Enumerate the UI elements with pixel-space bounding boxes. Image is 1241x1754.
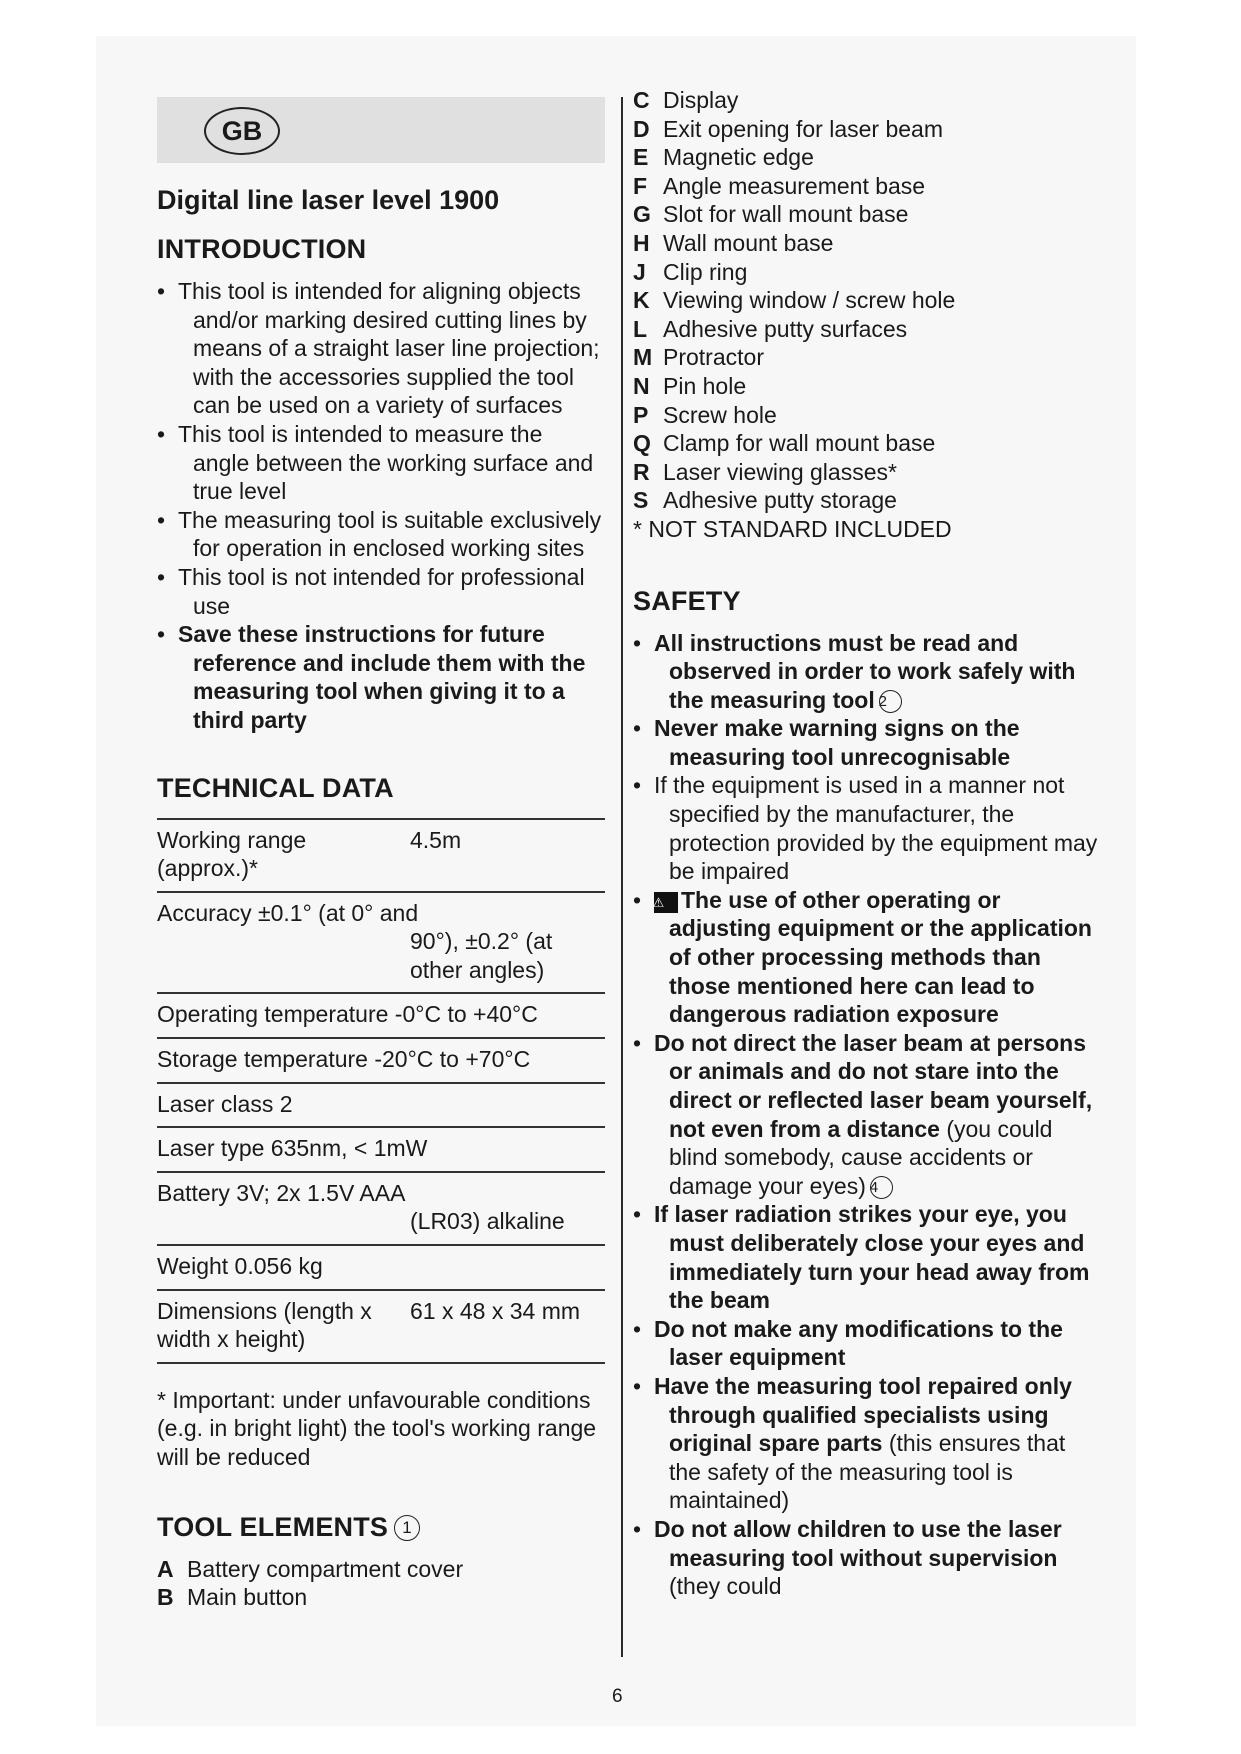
list-item: G Slot for wall mount base bbox=[633, 201, 909, 228]
table-row: Working range (approx.)* 4.5m bbox=[157, 820, 605, 893]
safety-list bbox=[633, 629, 1103, 1601]
list-item: Q Clamp for wall mount base bbox=[633, 430, 936, 457]
table-row: Laser class 2 bbox=[157, 1084, 605, 1129]
list-item: K Viewing window / screw hole bbox=[633, 287, 956, 314]
figure-ref-icon: 1 bbox=[394, 1515, 420, 1541]
list-item: R Laser viewing glasses* bbox=[633, 458, 897, 485]
table-row: Accuracy ±0.1° (at 0° and 90°), ±0.2° (at other angles) bbox=[157, 893, 605, 995]
table-row: Weight 0.056 kg bbox=[157, 1246, 605, 1291]
list-item: • If the equipment is used in a manner not specified by the manufacturer, the protection provided by the equipment may be impaired bbox=[633, 771, 1103, 885]
figure-ref-icon: 2 bbox=[879, 690, 902, 713]
list-item: E Magnetic edge bbox=[633, 144, 814, 171]
list-item: P Screw hole bbox=[633, 401, 777, 428]
list-item: D Exit opening for laser beam bbox=[633, 115, 943, 142]
tool-elements-list bbox=[157, 1555, 605, 1612]
list-item: • Save these instructions for future reference and include them with the measuring tool when giving it to a third party bbox=[157, 620, 605, 734]
list-item: N Pin hole bbox=[633, 372, 747, 399]
left-column bbox=[157, 97, 605, 1612]
tool-elements-heading: TOOL ELEMENTS 1 bbox=[157, 1512, 605, 1543]
list-item: • All instructions must be read and observed in order to work safely with the measuring tool 2 bbox=[633, 629, 1103, 715]
list-item: • Do not direct the laser beam at persons or animals and do not stare into the direct or reflected laser beam yourself, not even from a distance (you could blind somebody, cause accidents or damage your eyes) 4 bbox=[633, 1029, 1103, 1201]
safety-heading: SAFETY bbox=[633, 585, 741, 616]
list-item: L Adhesive putty surfaces bbox=[633, 315, 908, 342]
list-item: F Angle measurement base bbox=[633, 172, 926, 199]
list-item: • Do not make any modifications to the laser equipment bbox=[633, 1315, 1103, 1372]
column-divider bbox=[621, 97, 623, 1657]
introduction-heading: INTRODUCTION bbox=[157, 234, 367, 264]
tool-elements-list-cont bbox=[633, 86, 1103, 544]
list-item: B Main button bbox=[157, 1584, 308, 1611]
not-included-note: * NOT STANDARD INCLUDED bbox=[633, 515, 952, 542]
list-item: • This tool is intended for aligning objects and/or marking desired cutting lines by means of a straight laser line projection; with the accessories supplied the tool can be used on a variety of surfaces bbox=[157, 277, 605, 420]
product-title: Digital line laser level 1900 bbox=[157, 185, 500, 215]
language-badge: GB bbox=[204, 107, 280, 155]
technical-data-heading: TECHNICAL DATA bbox=[157, 772, 394, 803]
technical-footnote: * Important: under unfavourable conditions (e.g. in bright light) the tool's working range will be reduced bbox=[157, 1386, 597, 1470]
list-item: M Protractor bbox=[633, 344, 764, 371]
figure-ref-icon: 4 bbox=[870, 1176, 893, 1199]
list-item: • This tool is intended to measure the angle between the working surface and true level bbox=[157, 420, 605, 506]
table-row: Storage temperature -20°C to +70°C bbox=[157, 1039, 605, 1084]
laser-warning-icon: ⚠ bbox=[654, 892, 678, 913]
list-item: J Clip ring bbox=[633, 258, 748, 285]
list-item: • The measuring tool is suitable exclusively for operation in enclosed working sites bbox=[157, 506, 605, 563]
list-item: S Adhesive putty storage bbox=[633, 487, 897, 514]
list-item: • Never make warning signs on the measuring tool unrecognisable bbox=[633, 714, 1103, 771]
list-item: • ⚠ The use of other operating or adjusting equipment or the application of other processing methods than those mentioned here can lead to dangerous radiation exposure bbox=[633, 886, 1103, 1029]
table-row: Laser type 635nm, < 1mW bbox=[157, 1128, 605, 1173]
list-item: • If laser radiation strikes your eye, you must deliberately close your eyes and immediately turn your head away from the beam bbox=[633, 1200, 1103, 1314]
list-item: A Battery compartment cover bbox=[157, 1555, 464, 1582]
page-number: 6 bbox=[612, 1686, 623, 1707]
list-item: • Do not allow children to use the laser measuring tool without supervision (they could bbox=[633, 1515, 1103, 1601]
language-band bbox=[157, 97, 605, 163]
list-item: H Wall mount base bbox=[633, 229, 834, 256]
introduction-list bbox=[157, 277, 605, 735]
technical-data-table bbox=[157, 818, 605, 1364]
table-row: Dimensions (length x width x height) 61 x 48 x 34 mm bbox=[157, 1291, 605, 1364]
right-column bbox=[633, 86, 1103, 1601]
list-item: C Display bbox=[633, 87, 739, 113]
list-item: • Have the measuring tool repaired only through qualified specialists using original spare parts (this ensures that the safety of the measuring tool is maintained) bbox=[633, 1372, 1103, 1515]
table-row: Battery 3V; 2x 1.5V AAA (LR03) alkaline bbox=[157, 1173, 605, 1246]
list-item: • This tool is not intended for professional use bbox=[157, 563, 605, 620]
table-row: Operating temperature -0°C to +40°C bbox=[157, 994, 605, 1039]
